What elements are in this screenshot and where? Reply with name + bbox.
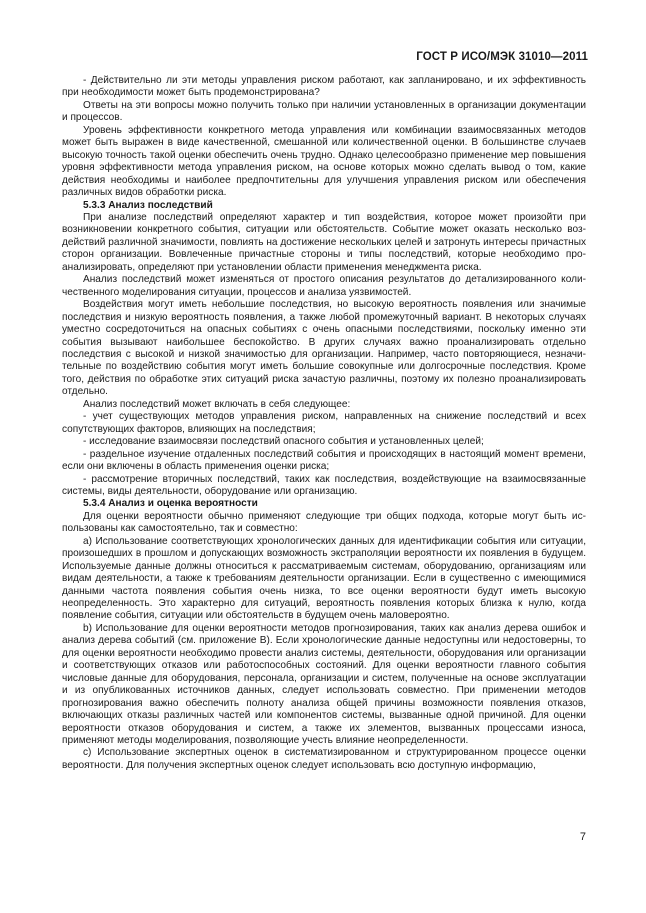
- paragraph: - рассмотрение вторичных последствий, таких как последствия, воздействующие на взаимосвязанные системы, виды деятельности, оборудование или организацию.: [62, 473, 586, 497]
- paragraph: c) Использование экспертных оценок в систематизированном и структурированном процессе оценки вероятности. Для получения экспертных оценок следует использовать всю доступную информацию,: [62, 747, 586, 771]
- paragraph: Для оценки вероятности обычно применяют следующие три общих подхода, которые могут быть использованы как самостоятельно, так и совместно:: [62, 510, 586, 535]
- paragraph: - учет существующих методов управления риском, направленных на снижение последствий и всех сопутствующих факторов, влияющих на последствия;: [62, 411, 586, 435]
- document-header: ГОСТ Р ИСО/МЭК 31010—2011: [416, 51, 588, 63]
- paragraph: - раздельное изучение отдаленных последствий события и происходящих в настоящий момент времени, если они включены в область применения оценки риска;: [62, 448, 586, 473]
- paragraph: - исследование взаимосвязи последствий опасного события и установленных целей;: [83, 436, 484, 448]
- page-number: 7: [579, 831, 586, 843]
- paragraph: Ответы на эти вопросы можно получить только при наличии установленных в организации документации и процессов.: [62, 99, 586, 124]
- paragraph: Воздействия могут иметь небольшие последствия, но высокую вероятность появления или значимые последствия и низкую вероятность появления, а также любой промежуточный вариант. В некоторых случаях уместно сосредоточиться на опасных событиях с очень опасными последствиями, поскольку именно эти события вызывают наибольшее беспокойство. В других случаях важно проанализировать отдельно последствия с высокой и низкой значимостью для организации. Например, часто повторяющиеся, незначительные по воздействию события могут иметь большие совокупные или долгосрочные последствия. Кроме того, действия по обработке этих ситуаций риска зачастую различны, поэтому их полезно проанализировать отдельно.: [62, 299, 586, 398]
- paragraph: При анализе последствий определяют характер и тип воздействия, которое может произойти при возникновении конкретного события, ситуации или обстоятельств. Событие может оказать несколько воздействий различной значимости, повлиять на достижение нескольких целей и затронуть интересы причастных сторон организации. Вовлеченные причастные стороны и типы последствий, которые необходимо проанализировать, определяют при установлении области применения менеджмента риска.: [62, 211, 586, 273]
- paragraph: a) Использование соответствующих хронологических данных для идентификации события или ситуации, произошедших в прошлом и допускающих возможность экстраполяции вероятности их появления в будущем. Используемые данные должны относиться к рассматриваемым системам, оборудованию, организациям или видам деятельности, а также к требованиям деятельности организации. Если в существенно с имеющимися данными частота появления события очень низка, то все оценки вероятности будут иметь высокую неопределенность. Это характерно для ситуаций, вероятность появления которых близка к нулю, когда появление события, ситуации или обстоятельств в будущем очень маловероятно.: [62, 535, 586, 622]
- section-heading: 5.3.3 Анализ последствий: [83, 199, 213, 211]
- paragraph: Анализ последствий может изменяться от простого описания результатов до детализированного количественного моделирования ситуации, процессов и анализа уязвимостей.: [62, 274, 586, 298]
- paragraph: Уровень эффективности конкретного метода управления или комбинации взаимосвязанных методов может быть выражен в виде качественной, смешанной или количественной оценки. В большинстве случаев высокую точность такой оценки обеспечить очень трудно. Однако целесообразно применение мер повышения уровня эффективности метода управления риском, на основе которых можно сделать вывод о том, какие действия необходимы и наиболее предпочтительны для улучшения управления риском или обеспечения различных видов обработки риска.: [62, 124, 586, 199]
- document-body: [62, 75, 586, 772]
- paragraph: - Действительно ли эти методы управления риском работают, как запланировано, и их эффективность при необходимости может быть продемонстрирована?: [62, 75, 586, 99]
- section-heading: 5.3.4 Анализ и оценка вероятности: [83, 498, 258, 510]
- paragraph: b) Использование для оценки вероятности методов прогнозирования, таких как анализ дерева ошибок и анализ дерева событий (см. приложение В). Если хронологические данные недоступны или недостоверны, то для оценки вероятности необходимо провести анализ системы, деятельности, оборудования или организации и соответствующих отказов или работоспособных состояний. Для оценки вероятности главного события числовые данные для оборудования, персонала, организации и систем, полученные на основе эксплуатации и из опубликованных источников данных, следует использовать совместно. При применении методов прогнозирования важно обеспечить полноту анализа общей причины возможности появления отказов, включающих отказы различных частей или компонентов системы, вызванные одной причиной. Для оценки вероятности отказов оборудования и систем, а также их элементов, вызванных процессами износа, применяют методы моделирования, позволяющие учесть влияние неопределенности.: [62, 622, 586, 747]
- paragraph: Анализ последствий может включать в себя следующее:: [83, 398, 351, 410]
